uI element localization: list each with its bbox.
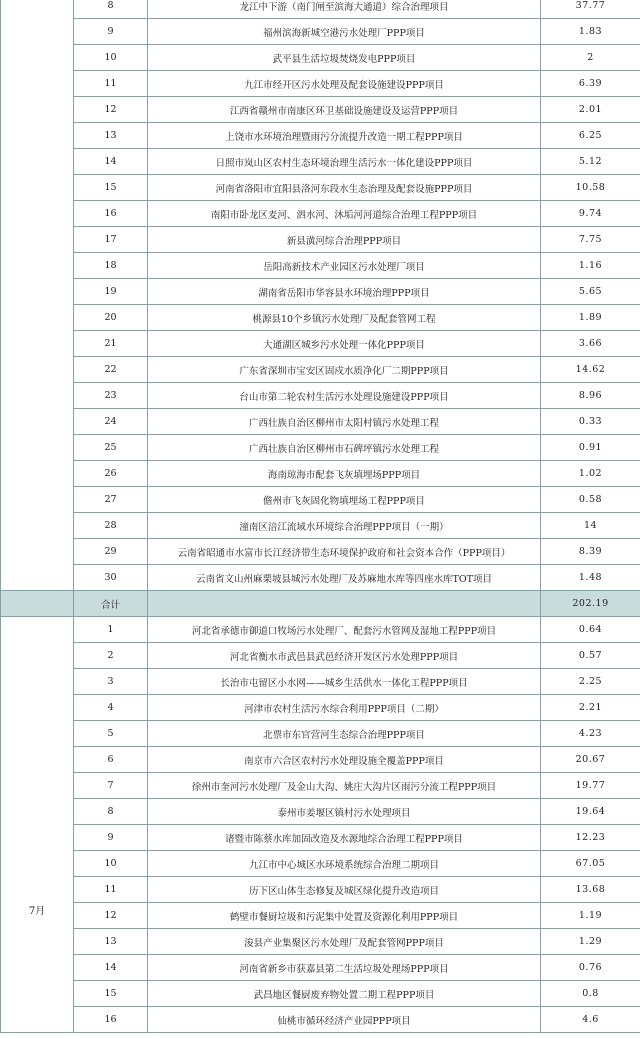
row-number: 10 — [74, 45, 148, 71]
investment-value: 1.89 — [541, 305, 640, 331]
table-row — [1, 123, 640, 149]
project-name: 广西壮族自治区柳州市石碑坪镇污水处理工程 — [148, 435, 541, 461]
investment-value: 12.23 — [541, 825, 640, 851]
table-row — [1, 149, 640, 175]
table-row — [1, 851, 640, 877]
project-name: 泰州市姜堰区镇村污水处理项目 — [148, 799, 541, 825]
row-number: 27 — [74, 487, 148, 513]
project-name: 广西壮族自治区柳州市太阳村镇污水处理工程 — [148, 409, 541, 435]
table-row — [1, 0, 640, 19]
investment-value: 67.05 — [541, 851, 640, 877]
table-row — [1, 357, 640, 383]
table-row — [1, 929, 640, 955]
project-name: 台山市第二轮农村生活污水处理设施建设PPP项目 — [148, 383, 541, 409]
investment-value: 1.02 — [541, 461, 640, 487]
investment-value: 3.66 — [541, 331, 640, 357]
project-name: 新县潢河综合治理PPP项目 — [148, 227, 541, 253]
investment-value: 19.77 — [541, 773, 640, 799]
row-number: 5 — [74, 721, 148, 747]
table-row — [1, 227, 640, 253]
total-row — [1, 591, 640, 617]
table-row — [1, 201, 640, 227]
project-name: 河北省承德市御道口牧场污水处理厂、配套污水管网及湿地工程PPP项目 — [148, 617, 541, 643]
project-name: 云南省文山州麻栗坡县城污水处理厂及苏麻地水库等四座水库TOT项目 — [148, 565, 541, 591]
investment-value: 9.74 — [541, 201, 640, 227]
row-number: 19 — [74, 279, 148, 305]
table-row — [1, 461, 640, 487]
table-row — [1, 253, 640, 279]
investment-value: 8.39 — [541, 539, 640, 565]
project-name: 儋州市飞灰固化物填埋场工程PPP项目 — [148, 487, 541, 513]
table-row — [1, 435, 640, 461]
table-row — [1, 981, 640, 1007]
investment-value: 2.01 — [541, 97, 640, 123]
investment-value: 6.25 — [541, 123, 640, 149]
project-name: 历下区山体生态修复及城区绿化提升改造项目 — [148, 877, 541, 903]
project-name: 九江市经开区污水处理及配套设施建设PPP项目 — [148, 71, 541, 97]
table-row — [1, 721, 640, 747]
row-number: 8 — [74, 799, 148, 825]
project-name: 长治市屯留区小水网——城乡生活供水一体化工程PPP项目 — [148, 669, 541, 695]
row-number: 25 — [74, 435, 148, 461]
investment-value: 6.39 — [541, 71, 640, 97]
project-name: 河南省洛阳市宜阳县洛河东段水生态治理及配套设施PPP项目 — [148, 175, 541, 201]
row-number: 12 — [74, 97, 148, 123]
table-row — [1, 799, 640, 825]
project-name: 海南琼海市配套飞灰填埋场PPP项目 — [148, 461, 541, 487]
investment-value: 4.6 — [541, 1007, 640, 1033]
row-number: 16 — [74, 1007, 148, 1033]
row-number: 12 — [74, 903, 148, 929]
project-name: 九江市中心城区水环境系统综合治理二期项目 — [148, 851, 541, 877]
row-number: 9 — [74, 825, 148, 851]
row-number: 14 — [74, 149, 148, 175]
month-cell: 7月 — [1, 617, 74, 1033]
project-name: 潼南区涪江流域水环境综合治理PPP项目（一期） — [148, 513, 541, 539]
investment-value: 0.64 — [541, 617, 640, 643]
project-name: 大通湖区城乡污水处理一体化PPP项目 — [148, 331, 541, 357]
row-number: 2 — [74, 643, 148, 669]
investment-value: 2.21 — [541, 695, 640, 721]
row-number: 24 — [74, 409, 148, 435]
project-name: 湖南省岳阳市华容县水环境治理PPP项目 — [148, 279, 541, 305]
investment-value: 1.19 — [541, 903, 640, 929]
project-name: 南京市六合区农村污水处理设施全覆盖PPP项目 — [148, 747, 541, 773]
investment-value: 7.75 — [541, 227, 640, 253]
total-spacer — [1, 591, 74, 617]
investment-value: 10.58 — [541, 175, 640, 201]
row-number: 21 — [74, 331, 148, 357]
table-row — [1, 565, 640, 591]
project-name: 徐州市奎河污水处理厂及金山大沟、姚庄大沟片区雨污分流工程PPP项目 — [148, 773, 541, 799]
row-number: 26 — [74, 461, 148, 487]
investment-value: 4.23 — [541, 721, 640, 747]
table-row — [1, 669, 640, 695]
investment-value: 14 — [541, 513, 640, 539]
investment-value: 1.16 — [541, 253, 640, 279]
row-number: 1 — [74, 617, 148, 643]
project-name: 上饶市水环境治理暨雨污分流提升改造一期工程PPP项目 — [148, 123, 541, 149]
investment-value: 0.33 — [541, 409, 640, 435]
table-row — [1, 279, 640, 305]
investment-value: 2.25 — [541, 669, 640, 695]
row-number: 23 — [74, 383, 148, 409]
row-number: 17 — [74, 227, 148, 253]
table-row — [1, 747, 640, 773]
row-number: 15 — [74, 175, 148, 201]
table-row — [1, 305, 640, 331]
row-number: 16 — [74, 201, 148, 227]
investment-value: 5.65 — [541, 279, 640, 305]
table-row — [1, 409, 640, 435]
table-row — [1, 175, 640, 201]
project-name: 桃源县10个乡镇污水处理厂及配套管网工程 — [148, 305, 541, 331]
investment-value: 5.12 — [541, 149, 640, 175]
month-cell — [1, 0, 74, 591]
row-number: 13 — [74, 929, 148, 955]
total-label: 合计 — [74, 591, 148, 617]
table-row — [1, 331, 640, 357]
investment-value: 13.68 — [541, 877, 640, 903]
table-row — [1, 877, 640, 903]
project-name: 诸暨市陈蔡水库加固改造及水源地综合治理工程PPP项目 — [148, 825, 541, 851]
project-name: 河津市农村生活污水综合利用PPP项目（二期） — [148, 695, 541, 721]
project-name: 江西省赣州市南康区环卫基础设施建设及运营PPP项目 — [148, 97, 541, 123]
row-number: 3 — [74, 669, 148, 695]
row-number: 13 — [74, 123, 148, 149]
row-number: 7 — [74, 773, 148, 799]
project-name: 云南省昭通市水富市长江经济带生态环境保护政府和社会资本合作（PPP项目） — [148, 539, 541, 565]
project-name: 仙桃市循环经济产业园PPP项目 — [148, 1007, 541, 1033]
investment-value: 14.62 — [541, 357, 640, 383]
table-row — [1, 955, 640, 981]
table-row — [1, 19, 640, 45]
investment-value: 19.64 — [541, 799, 640, 825]
investment-value: 37.77 — [541, 0, 640, 19]
row-number: 8 — [74, 0, 148, 19]
investment-value: 8.96 — [541, 383, 640, 409]
row-number: 30 — [74, 565, 148, 591]
table-row — [1, 71, 640, 97]
row-number: 4 — [74, 695, 148, 721]
table-row — [1, 539, 640, 565]
row-number: 28 — [74, 513, 148, 539]
project-name: 河北省衡水市武邑县武邑经济开发区污水处理PPP项目 — [148, 643, 541, 669]
row-number: 6 — [74, 747, 148, 773]
row-number: 14 — [74, 955, 148, 981]
row-number: 11 — [74, 71, 148, 97]
row-number: 10 — [74, 851, 148, 877]
row-number: 29 — [74, 539, 148, 565]
table-row — [1, 695, 640, 721]
project-name: 广东省深圳市宝安区固戍水质净化厂二期PPP项目 — [148, 357, 541, 383]
investment-value: 0.57 — [541, 643, 640, 669]
table-row — [1, 513, 640, 539]
table-row — [1, 825, 640, 851]
investment-value: 0.8 — [541, 981, 640, 1007]
project-name: 浚县产业集聚区污水处理厂及配套管网PPP项目 — [148, 929, 541, 955]
table-row — [1, 903, 640, 929]
investment-value: 0.58 — [541, 487, 640, 513]
project-name: 南阳市卧龙区麦河、泗水河、沐垢河河道综合治理工程PPP项目 — [148, 201, 541, 227]
project-name: 岳阳高新技术产业园区污水处理厂项目 — [148, 253, 541, 279]
investment-value: 1.48 — [541, 565, 640, 591]
table-row — [1, 45, 640, 71]
row-number: 9 — [74, 19, 148, 45]
project-name: 龙江中下游（南门闸至滨海大通道）综合治理项目 — [148, 0, 541, 19]
table-row — [1, 643, 640, 669]
investment-value: 1.29 — [541, 929, 640, 955]
table-body — [1, 0, 640, 1033]
project-name: 武昌地区餐厨废弃物处置二期工程PPP项目 — [148, 981, 541, 1007]
investment-value: 20.67 — [541, 747, 640, 773]
table-row — [1, 97, 640, 123]
investment-value: 2 — [541, 45, 640, 71]
row-number: 20 — [74, 305, 148, 331]
table-row — [1, 617, 640, 643]
project-name: 鹤壁市餐厨垃圾和污泥集中处置及资源化利用PPP项目 — [148, 903, 541, 929]
project-name: 河南省新乡市获嘉县第二生活垃圾处理场PPP项目 — [148, 955, 541, 981]
project-name: 福州滨海新城空港污水处理厂PPP项目 — [148, 19, 541, 45]
row-number: 15 — [74, 981, 148, 1007]
row-number: 11 — [74, 877, 148, 903]
table-row — [1, 1007, 640, 1033]
table-row — [1, 773, 640, 799]
project-name: 武平县生活垃圾焚烧发电PPP项目 — [148, 45, 541, 71]
table-row — [1, 487, 640, 513]
investment-value: 1.83 — [541, 19, 640, 45]
total-empty — [148, 591, 541, 617]
investment-value: 0.91 — [541, 435, 640, 461]
row-number: 18 — [74, 253, 148, 279]
project-name: 日照市岚山区农村生态环境治理生活污水一体化建设PPP项目 — [148, 149, 541, 175]
row-number: 22 — [74, 357, 148, 383]
project-name: 北票市东官营河生态综合治理PPP项目 — [148, 721, 541, 747]
total-value: 202.19 — [541, 591, 640, 617]
table-row — [1, 383, 640, 409]
investment-value: 0.76 — [541, 955, 640, 981]
